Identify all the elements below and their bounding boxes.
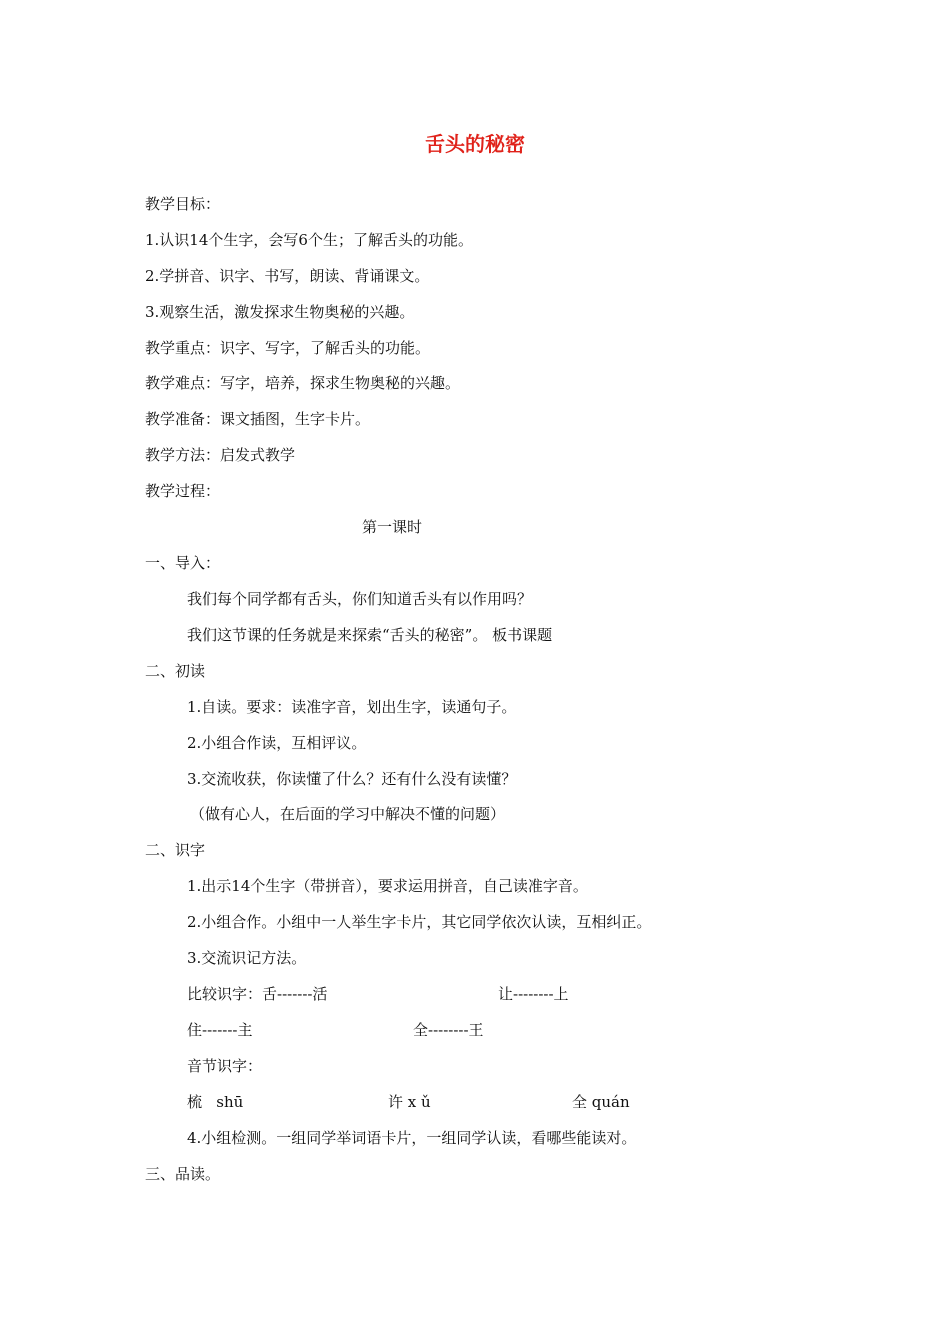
list-item: 1.出示14个生字（带拼音），要求运用拼音，自己读准字音。 [187,877,588,895]
compare-pair: 让--------上 [498,985,569,1003]
key-points: 教学重点：识字、写字，了解舌头的功能。 [145,339,431,357]
section-heading: 三、品读。 [145,1165,221,1183]
section-heading: 二、识字 [145,841,206,859]
lesson-heading: 第一课时 [362,518,423,536]
phonetic-heading: 音节识字： [187,1057,263,1075]
compare-pair: 全--------王 [413,1021,484,1039]
phonetic-item: 许 x ǔ [388,1093,431,1111]
note: （做有心人，在后面的学习中解决不懂的问题） [190,805,506,823]
compare-pair: 住-------主 [187,1021,253,1039]
paragraph: 我们这节课的任务就是来探索“舌头的秘密”。 板书课题 [187,626,553,644]
goal-item: 2.学拼音、识字、书写，朗读、背诵课文。 [145,267,430,285]
list-item: 3.交流收获，你读懂了什么？还有什么没有读懂？ [187,770,517,788]
process-heading: 教学过程： [145,482,221,500]
goals-heading: 教学目标： [145,195,221,213]
list-item: 3.交流识记方法。 [187,949,307,967]
list-item: 2.小组合作。小组中一人举生字卡片，其它同学依次认读，互相纠正。 [187,913,652,931]
section-heading: 二、初读 [145,662,206,680]
paragraph: 我们每个同学都有舌头，你们知道舌头有以作用吗？ [187,590,533,608]
teaching-method: 教学方法：启发式教学 [145,446,296,464]
list-item: 2.小组合作读，互相评议。 [187,734,367,752]
list-item: 1.自读。要求：读准字音，划出生字，读通句子。 [187,698,517,716]
phonetic-item: 梳 shū [187,1093,244,1111]
goal-item: 3.观察生活，激发探求生物奥秘的兴趣。 [145,303,415,321]
preparation: 教学准备：课文插图，生字卡片。 [145,410,371,428]
document-title: 舌头的秘密 [425,132,525,156]
list-item: 4.小组检测。一组同学举词语卡片，一组同学认读，看哪些能读对。 [187,1129,637,1147]
goal-item: 1.认识14个生字，会写6个生；了解舌头的功能。 [145,231,473,249]
section-heading: 一、导入： [145,554,221,572]
phonetic-item: 全 quán [572,1093,630,1111]
difficulties: 教学难点：写字，培养，探求生物奥秘的兴趣。 [145,374,461,392]
compare-pair: 比较识字：舌-------活 [187,985,328,1003]
